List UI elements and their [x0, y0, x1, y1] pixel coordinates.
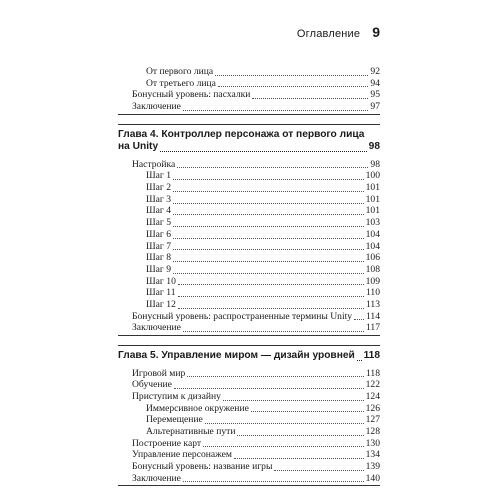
- toc-entry-label: От третьего лица: [146, 77, 216, 89]
- dot-leader: [357, 360, 362, 361]
- section-continued: [118, 63, 380, 115]
- toc-entry[interactable]: [118, 473, 380, 485]
- toc-entry-list: [118, 63, 380, 114]
- toc-entry[interactable]: [118, 101, 380, 113]
- dot-leader: [178, 308, 364, 309]
- dot-leader: [183, 481, 364, 482]
- dot-leader: [173, 179, 364, 180]
- dot-leader: [187, 376, 364, 377]
- toc-entry-page: 92: [370, 65, 380, 77]
- dot-leader: [173, 226, 364, 227]
- toc-entry[interactable]: [118, 89, 380, 101]
- toc-entry-page: 110: [365, 287, 380, 299]
- toc-entry-page: 106: [365, 252, 380, 264]
- toc-entry-label: Управление персонажем: [132, 449, 232, 461]
- toc-entry-label: Перемещение: [146, 414, 203, 426]
- toc-entry[interactable]: [118, 368, 380, 380]
- dot-leader: [274, 470, 363, 471]
- toc-entry-label: Заключение: [132, 472, 181, 484]
- toc-entry-label: Альтернативные пути: [146, 425, 236, 437]
- toc-entry-label: Настройка: [132, 158, 176, 170]
- toc-entry-label: Бонусный уровень: распространенные термины Unity: [132, 310, 353, 322]
- toc-entry[interactable]: [118, 241, 380, 253]
- toc-entry[interactable]: [118, 299, 380, 311]
- toc-entry-label: Иммерсивное окружение: [146, 402, 249, 414]
- dot-leader: [173, 249, 364, 250]
- toc-entry-page: 98: [370, 158, 380, 170]
- running-head: [296, 24, 380, 42]
- chapter-title-line: Глава 4. Контроллер персонажа от первого лица: [118, 128, 365, 140]
- dot-leader: [173, 191, 364, 192]
- dot-leader: [174, 388, 364, 389]
- toc-entry-list: [118, 365, 380, 486]
- toc-entry-label: Шаг 11: [146, 287, 176, 299]
- toc-entry-label: Приступим к дизайну: [132, 390, 221, 402]
- toc-entry-page: 108: [365, 263, 380, 275]
- dot-leader: [173, 238, 364, 239]
- table-of-contents: [118, 63, 380, 486]
- toc-entry-label: Шаг 8: [146, 252, 172, 264]
- toc-entry-page: 95: [370, 89, 380, 101]
- toc-entry-page: 122: [365, 379, 380, 391]
- toc-entry-page: 101: [365, 193, 380, 205]
- chapter-page-number: 118: [363, 350, 380, 362]
- toc-entry-label: От первого лица: [146, 65, 214, 77]
- dot-leader: [234, 458, 364, 459]
- toc-entry-page: 134: [365, 449, 380, 461]
- toc-entry-page: 114: [365, 310, 380, 322]
- toc-entry[interactable]: [118, 461, 380, 473]
- dot-leader: [218, 86, 368, 87]
- dot-leader: [183, 331, 364, 332]
- toc-entry-label: Построение карт: [132, 437, 202, 449]
- toc-entry-label: Заключение: [132, 101, 181, 113]
- toc-entry-label: Шаг 9: [146, 263, 172, 275]
- toc-entry-page: 100: [365, 170, 380, 182]
- dot-leader: [223, 400, 364, 401]
- toc-entry-label: Обучение: [132, 379, 172, 391]
- toc-entry-page: 97: [370, 101, 380, 113]
- dot-leader: [173, 273, 364, 274]
- page-number: 9: [372, 24, 380, 40]
- toc-entry[interactable]: [118, 391, 380, 403]
- toc-entry-page: 130: [365, 437, 380, 449]
- toc-entry-label: Шаг 6: [146, 228, 172, 240]
- toc-entry-page: 124: [365, 390, 380, 402]
- toc-entry-label: Бонусный уровень: пасхалки: [132, 89, 251, 101]
- toc-entry-label: Шаг 4: [146, 205, 172, 217]
- toc-entry[interactable]: [118, 403, 380, 415]
- toc-entry-label: Шаг 7: [146, 240, 172, 252]
- toc-entry[interactable]: [118, 206, 380, 218]
- toc-entry-label: Бонусный уровень: название игры: [132, 461, 273, 473]
- running-head-title: Оглавление: [296, 28, 361, 40]
- toc-entry-page: 117: [365, 322, 380, 334]
- toc-entry[interactable]: [118, 182, 380, 194]
- toc-entry[interactable]: [118, 217, 380, 229]
- dot-leader: [183, 110, 368, 111]
- dot-leader: [251, 411, 364, 412]
- toc-entry-page: 113: [365, 298, 380, 310]
- toc-entry[interactable]: [118, 252, 380, 264]
- toc-entry[interactable]: [118, 229, 380, 241]
- dot-leader: [173, 214, 364, 215]
- toc-entry[interactable]: [118, 322, 380, 334]
- toc-entry-page: 101: [365, 205, 380, 217]
- toc-entry-list: [118, 156, 380, 335]
- dot-leader: [215, 75, 368, 76]
- toc-entry[interactable]: [118, 66, 380, 78]
- chapter-5-section: [118, 345, 380, 486]
- toc-entry-page: 101: [365, 182, 380, 194]
- toc-entry[interactable]: [118, 449, 380, 461]
- toc-entry-page: 109: [365, 275, 380, 287]
- toc-entry-label: Заключение: [132, 322, 181, 334]
- chapter-page-number: 98: [368, 141, 380, 153]
- toc-entry-page: 94: [370, 77, 380, 89]
- dot-leader: [177, 167, 368, 168]
- toc-entry-label: Шаг 10: [146, 275, 176, 287]
- toc-entry[interactable]: [118, 170, 380, 182]
- dot-leader: [178, 284, 364, 285]
- dot-leader: [205, 423, 364, 424]
- toc-entry-page: 103: [365, 217, 380, 229]
- toc-entry-label: Шаг 1: [146, 170, 172, 182]
- toc-entry[interactable]: [118, 438, 380, 450]
- toc-entry-page: 127: [365, 414, 380, 426]
- chapter-title-line: на Unity: [118, 141, 159, 153]
- dot-leader: [173, 261, 364, 262]
- toc-entry[interactable]: [118, 159, 380, 171]
- dot-leader: [237, 435, 363, 436]
- toc-entry-label: Шаг 2: [146, 182, 172, 194]
- dot-leader: [178, 296, 364, 297]
- toc-entry[interactable]: [118, 311, 380, 323]
- toc-entry[interactable]: [118, 276, 380, 288]
- dot-leader: [354, 319, 364, 320]
- dot-leader: [173, 203, 364, 204]
- toc-entry[interactable]: [118, 379, 380, 391]
- toc-entry[interactable]: [118, 78, 380, 90]
- toc-entry-page: 128: [365, 425, 380, 437]
- toc-entry[interactable]: [118, 194, 380, 206]
- chapter-4-heading[interactable]: [118, 124, 380, 156]
- toc-entry-label: Шаг 5: [146, 217, 172, 229]
- toc-entry[interactable]: [118, 426, 380, 438]
- dot-leader: [203, 446, 364, 447]
- toc-entry-label: Шаг 12: [146, 298, 176, 310]
- toc-entry-label: Шаг 3: [146, 193, 172, 205]
- dot-leader: [252, 98, 368, 99]
- toc-entry[interactable]: [118, 287, 380, 299]
- toc-entry[interactable]: [118, 264, 380, 276]
- dot-leader: [160, 151, 367, 152]
- toc-entry-page: 118: [365, 367, 380, 379]
- chapter-title: Глава 5. Управление миром — дизайн уровней: [118, 350, 355, 362]
- toc-entry-page: 139: [365, 461, 380, 473]
- chapter-5-heading[interactable]: [118, 345, 380, 365]
- toc-entry-page: 140: [365, 472, 380, 484]
- toc-entry-page: 126: [365, 402, 380, 414]
- toc-entry-label: Игровой мир: [132, 367, 186, 379]
- toc-entry-page: 104: [365, 228, 380, 240]
- toc-entry[interactable]: [118, 414, 380, 426]
- chapter-4-section: [118, 124, 380, 336]
- toc-entry-page: 104: [365, 240, 380, 252]
